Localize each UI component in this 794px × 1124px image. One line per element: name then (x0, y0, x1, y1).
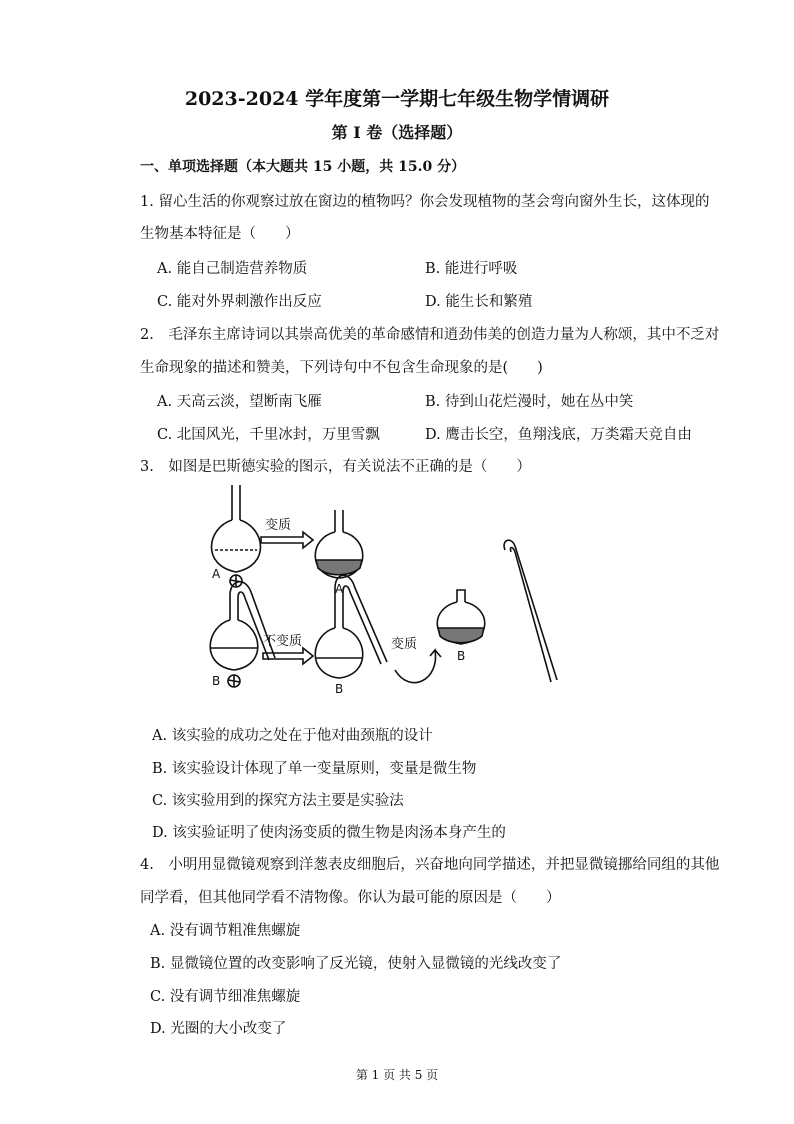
question-1-option-c: C. 能对外界刺激作出反应 (157, 294, 322, 310)
label-a-right: A (335, 582, 344, 596)
flask-a-spoiled (315, 510, 363, 578)
question-2-line-1: 2. 毛泽东主席诗词以其崇高优美的革命感情和逍劲伟美的创造力量为人称颂，其中不乏对 (140, 327, 720, 343)
arrow-nospoil-label: 不变质 (263, 634, 303, 649)
flask-b-neck-broken (437, 540, 557, 682)
arrow-nospoil (263, 648, 313, 664)
question-3-line-1: 3. 如图是巴斯德实验的图示，有关说法不正确的是（ ） (140, 459, 531, 475)
pasteur-experiment-figure (195, 480, 575, 710)
question-3-option-d: D. 该实验证明了使肉汤变质的微生物是肉汤本身产生的 (152, 825, 506, 841)
question-1-line-2: 生物基本特征是（ ） (140, 226, 300, 242)
question-4-option-a: A. 没有调节粗准焦螺旋 (150, 923, 301, 939)
question-2-line-2: 生命现象的描述和赞美，下列诗句中不包含生命现象的是( ) (140, 360, 543, 376)
question-3-option-a: A. 该实验的成功之处在于他对曲颈瓶的设计 (152, 728, 433, 744)
page-footer: 第 1 页 共 5 页 (355, 1068, 439, 1082)
question-4-line-2: 同学看，但其他同学看不清物像。你认为最可能的原因是（ ） (140, 890, 561, 906)
question-2-option-d: D. 鹰击长空，鱼翔浅底，万类霜天竞自由 (425, 427, 692, 443)
question-4-line-1: 4. 小明用显微镜观察到洋葱表皮细胞后，兴奋地向同学描述，并把显微镜挪给同组的其他 (140, 857, 720, 873)
question-3-option-c: C. 该实验用到的探究方法主要是实验法 (152, 793, 404, 809)
section-heading: 一、单项选择题（本大题共 15 小题，共 15.0 分） (140, 159, 466, 175)
exam-subtitle: 第 I 卷（选择题） (331, 123, 463, 142)
question-1-option-d: D. 能生长和繁殖 (425, 294, 533, 310)
question-4-option-c: C. 没有调节细准焦螺旋 (150, 989, 301, 1005)
question-2-option-c: C. 北国风光，千里冰封，万里雪飘 (157, 427, 380, 443)
question-1-line-1: 1. 留心生活的你观察过放在窗边的植物吗？你会发现植物的茎会弯向窗外生长，这体现的 (140, 194, 710, 210)
arrow-spoil2-label: 变质 (391, 637, 418, 652)
question-4-option-b: B. 显微镜位置的改变影响了反光镜，使射入显微镜的光线改变了 (150, 956, 562, 972)
label-b-middle: B (335, 682, 344, 696)
arrow-spoil-top (261, 532, 313, 548)
question-4-option-d: D. 光圈的大小改变了 (150, 1021, 287, 1037)
flask-b-unspoiled (315, 575, 387, 678)
label-b-right: B (457, 649, 466, 663)
exam-title: 2023-2024 学年度第一学期七年级生物学情调研 (184, 88, 610, 110)
arrow-spoil-label: 变质 (265, 518, 292, 533)
question-2-option-a: A. 天高云淡，望断南飞雁 (157, 394, 322, 410)
label-a-left: A (212, 567, 221, 581)
question-2-option-b: B. 待到山花烂漫时，她在丛中笑 (425, 394, 634, 410)
question-1-option-a: A. 能自己制造营养物质 (157, 261, 308, 277)
question-3-option-b: B. 该实验设计体现了单一变量原则，变量是微生物 (152, 761, 477, 777)
question-1-option-b: B. 能进行呼吸 (425, 261, 518, 277)
arrow-spoil-curved (395, 650, 441, 683)
label-b-left: B (212, 674, 221, 688)
